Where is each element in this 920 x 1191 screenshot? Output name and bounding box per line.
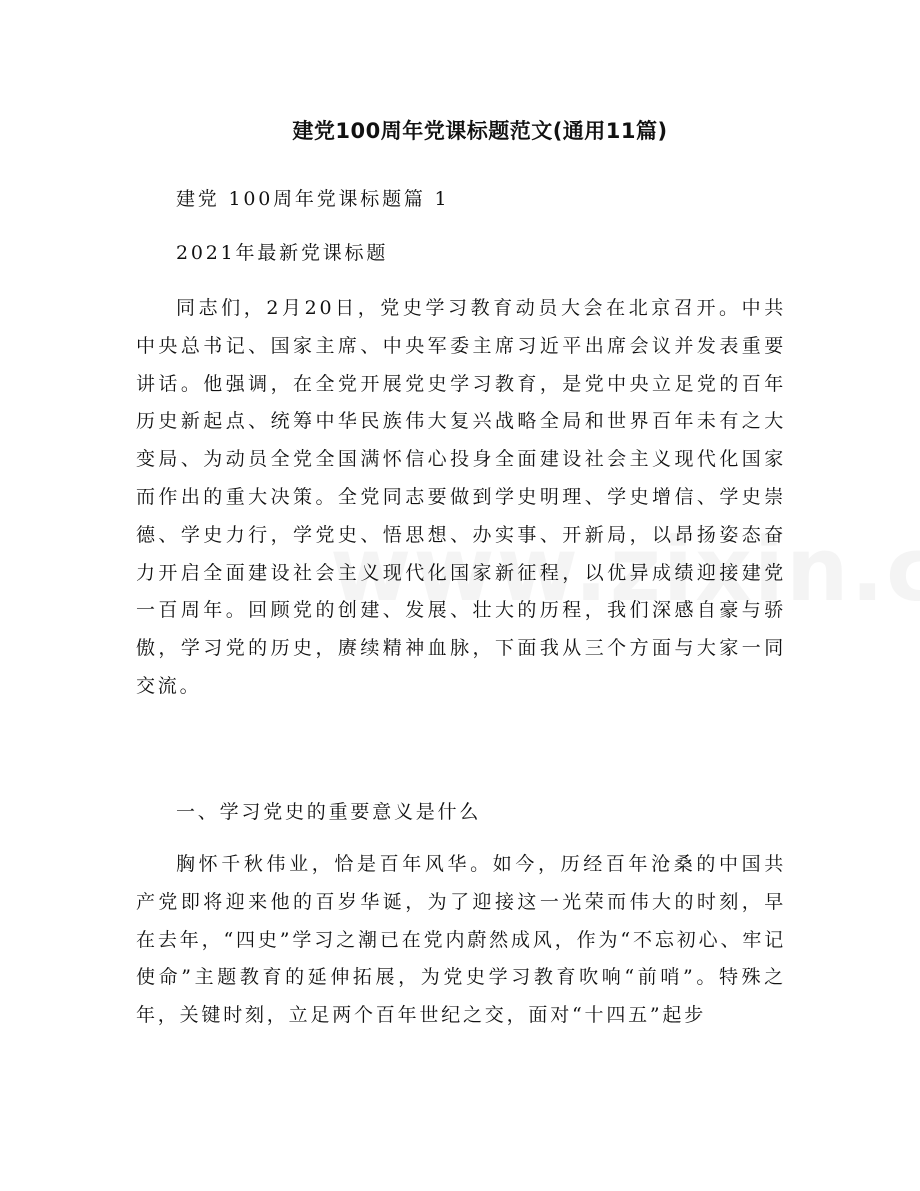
body-paragraph-1: 同志们，2月20日，党史学习教育动员大会在北京召开。中共中央总书记、国家主席、中央军委主席习近平出席会议并发表重要讲话。他强调，在全党开展党史学习教育，是党中央立足党的百年历史新起点、统筹中华民族伟大复兴战略全局和世界百年未有之大变局、为动员全党全国满怀信心投身全面建设社会主义现代化国家而作出的重大决策。全党同志要做到学史明理、学史增信、学史崇德、学史力行，学党史、悟思想、办实事、开新局，以昂扬姿态奋力开启全面建设社会主义现代化国家新征程，以优异成绩迎接建党一百周年。回顾党的创建、发展、壮大的历程，我们深感自豪与骄傲，学习党的历史，赓续精神血脉，下面我从三个方面与大家一同交流。	[136, 297, 786, 697]
document-title: 建党100周年党课标题范文(通用11篇)	[292, 119, 668, 143]
body-paragraph-2: 胸怀千秋伟业，恰是百年风华。如今，历经百年沧桑的中国共产党即将迎来他的百岁华诞，为了迎接这一光荣而伟大的时刻，早在去年，“四史”学习之潮已在党内蔚然成风，作为“不忘初心、牢记使命”主题教育的延伸拓展，为党史学习教育吹响“前哨”。特殊之年，关键时刻，立足两个百年世纪之交，面对“十四五”起步	[136, 853, 786, 1027]
document-subtitle: 2021年最新党课标题	[176, 242, 389, 264]
section-heading: 建党 100周年党课标题篇 1	[176, 188, 450, 210]
section-heading-1: 一、学习党史的重要意义是什么	[176, 801, 482, 823]
